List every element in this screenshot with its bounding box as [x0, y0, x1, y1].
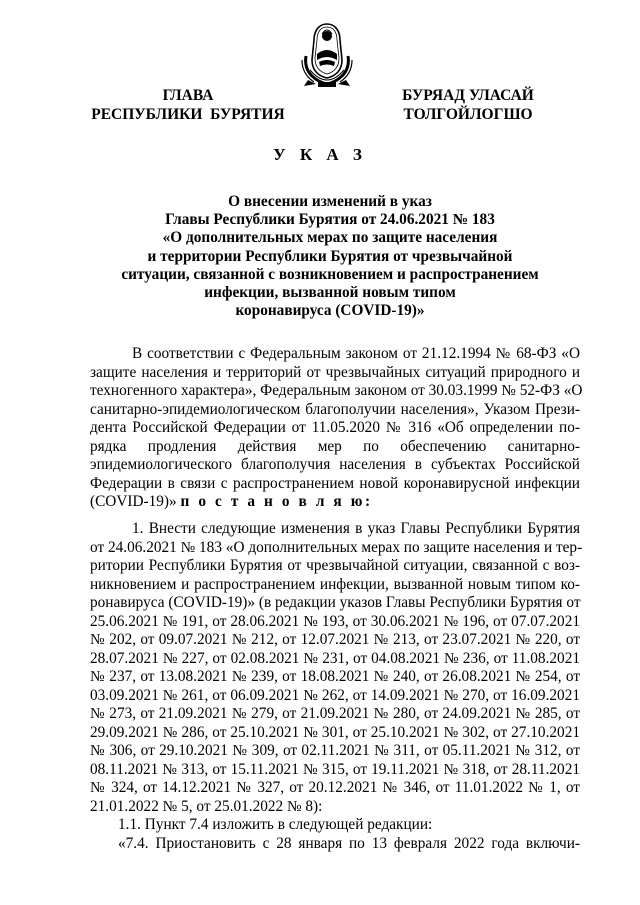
text-line: Федерации в связи с распространением новой коронавирусной инфекции — [90, 474, 580, 492]
title-line: инфекции, вызванной новым типом — [204, 284, 456, 302]
text-line: 03.09.2021 № 261, от 06.09.2021 № 262, от 14.09.2021 № 270, от 16.09.2021 — [90, 686, 580, 704]
text-line: 21.01.2022 № 5, от 25.01.2022 № 8): — [90, 797, 323, 815]
text-line: дента Российской Федерации от 11.05.2020 № 316 «Об определении по- — [90, 419, 580, 436]
sub-item-1-1: 1.1. Пункт 7.4 изложить в следующей редакции: — [118, 816, 433, 833]
text-line: № 237, от 13.08.2021 № 239, от 18.08.2021 № 240, от 26.08.2021 № 254, от — [90, 668, 580, 685]
quote-line: «7.4. Приостановить с 28 января по 13 февраля 2022 года включи- — [118, 834, 580, 852]
text-line: никновением и распространением инфекции, вызванной новым типом ко- — [90, 575, 580, 593]
title-line: и территории Республики Бурятия от чрезвычайной — [147, 247, 513, 265]
title-line: ситуации, связанной с возникновением и распространением — [121, 265, 539, 283]
title-line: коронавируса (COVID-19)» — [235, 302, 425, 320]
header-line: РЕСПУБЛИКИ БУРЯТИЯ — [91, 106, 285, 123]
header-line: БУРЯАД УЛАСАЙ — [402, 87, 534, 104]
issuer-header-buryat — [388, 86, 548, 124]
issuer-header-russian — [88, 86, 288, 124]
text-line: № 202, от 09.07.2021 № 212, от 12.07.2021 № 213, от 23.07.2021 № 220, от — [90, 631, 580, 648]
preamble-paragraph — [90, 345, 583, 512]
coat-of-arms-emblem — [296, 20, 358, 90]
title-line: Главы Республики Бурятия от 24.06.2021 № 183 — [165, 211, 495, 229]
text-line: ритории Республики Бурятия от чрезвычайной ситуации, связанной с воз- — [90, 557, 580, 574]
header-line: ГЛАВА — [162, 87, 214, 104]
text-line: ронавируса (COVID-19)» (в редакции указов Главы Республики Бурятия от — [90, 594, 581, 611]
text-line: 08.11.2021 № 313, от 15.11.2021 № 315, от 19.11.2021 № 318, от 28.11.2021 — [90, 760, 580, 778]
text-line: защите населения и территорий от чрезвычайных ситуаций природного и — [90, 363, 580, 381]
document-type: У К А З — [273, 145, 367, 164]
header-line: ТОЛГОЙЛОГШО — [403, 106, 533, 123]
text-line: рядка продления действия мер по обеспечению санитарно- — [90, 437, 580, 455]
text-line: эпидемиологического благополучия населения в субъектах Российской — [90, 456, 580, 473]
text-line: 1. Внести следующие изменения в указ Главы Республики Бурятия — [132, 520, 580, 537]
text-line-final — [90, 493, 580, 512]
text-line: 28.07.2021 № 227, от 02.08.2021 № 231, от 04.08.2021 № 236, от 11.08.2021 — [90, 649, 580, 667]
text-line: 29.09.2021 № 286, от 25.10.2021 № 301, от 25.10.2021 № 302, от 27.10.2021 — [90, 723, 580, 741]
document-title — [100, 193, 560, 320]
text-line: 25.06.2021 № 191, от 28.06.2021 № 193, от 30.06.2021 № 196, от 07.07.2021 — [90, 612, 580, 630]
decree-word: п о с т а н о в л я ю: — [180, 493, 373, 510]
title-line: О внесении изменений в указ — [228, 193, 432, 210]
text-line: № 324, от 14.12.2021 № 327, от 20.12.2021 № 346, от 11.01.2022 № 1, от — [90, 779, 580, 796]
text-line: санитарно-эпидемиологическом благополучии населения», Указом Прези- — [90, 400, 580, 418]
text-line: № 306, от 29.10.2021 № 309, от 02.11.2021 № 311, от 05.11.2021 № 312, от — [90, 742, 580, 759]
preamble-tail: (COVID-19)» — [90, 493, 177, 510]
item-1-paragraph — [90, 520, 583, 853]
text-line: техногенного характера», Федеральным законом от 30.03.1999 № 52-ФЗ «О — [90, 382, 583, 399]
text-line: В соответствии с Федеральным законом от 21.12.1994 № 68-ФЗ «О — [132, 345, 580, 362]
text-line: от 24.06.2021 № 183 «О дополнительных мерах по защите населения и тер- — [90, 538, 583, 556]
text-line: № 273, от 21.09.2021 № 279, от 21.09.2021 № 280, от 24.09.2021 № 285, от — [90, 705, 580, 722]
title-line: «О дополнительных мерах по защите населения — [162, 229, 498, 247]
